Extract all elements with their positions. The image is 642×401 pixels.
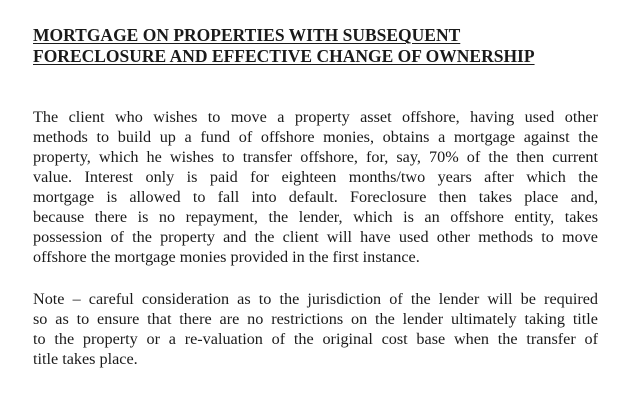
paragraph-line: to the property or a re-valuation of the original cost base when the transfer of (33, 330, 598, 348)
paragraph-line: so as to ensure that there are no restrictions on the lender ultimately taking title (33, 310, 598, 328)
paragraph-line: possession of the property and the client will have used other methods to move (33, 228, 598, 246)
paragraph-line: methods to build up a fund of offshore monies, obtains a mortgage against the (33, 128, 598, 146)
paragraph-line: The client who wishes to move a property asset offshore, having used other (33, 108, 598, 126)
heading-line: FORECLOSURE AND EFFECTIVE CHANGE OF OWNERSHIP (33, 46, 535, 66)
paragraph-line: because there is no repayment, the lender, which is an offshore entity, takes (33, 208, 598, 226)
paragraph-line: property, which he wishes to transfer offshore, for, say, 70% of the then current (33, 148, 598, 166)
paragraph-line: offshore the mortgage monies provided in the first instance. (33, 248, 420, 266)
paragraph-line: Note – careful consideration as to the jurisdiction of the lender will be required (33, 290, 598, 308)
paragraph-line: value. Interest only is paid for eighteen months/two years after which the (33, 168, 598, 186)
document-heading (33, 25, 593, 67)
paragraph-offshore-mortgage (33, 107, 598, 267)
paragraph-line: title takes place. (33, 350, 138, 368)
paragraph-line: mortgage is allowed to fall into default. Foreclosure then takes place and, (33, 188, 598, 206)
heading-line: MORTGAGE ON PROPERTIES WITH SUBSEQUENT (33, 25, 461, 45)
paragraph-note (33, 289, 598, 369)
